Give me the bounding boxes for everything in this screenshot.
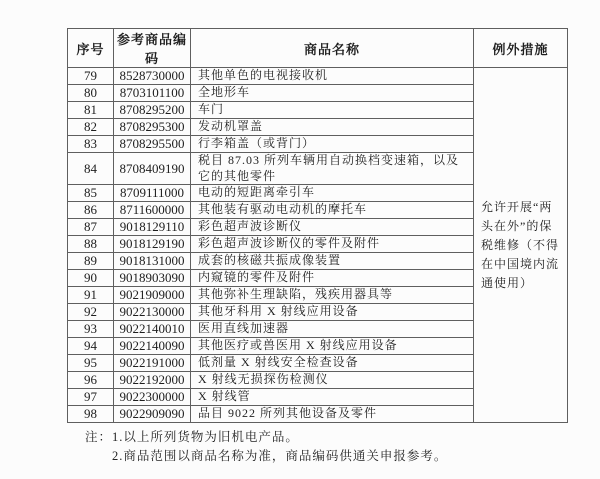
cell-seq: 82 <box>68 119 114 136</box>
table-header-row <box>68 29 568 68</box>
cell-seq: 93 <box>68 321 114 338</box>
cell-seq: 88 <box>68 236 114 253</box>
table-row <box>68 68 568 85</box>
cell-name: 彩色超声波诊断仪的零件及附件 <box>191 236 474 253</box>
cell-exception-measure: 允许开展“两头在外”的保税维修（不得在中国境内流通使用） <box>474 68 568 423</box>
cell-code: 8528730000 <box>114 68 191 85</box>
cell-name: 发动机罩盖 <box>191 119 474 136</box>
cell-code: 9018903090 <box>114 270 191 287</box>
col-header-code: 参考商品编码 <box>114 29 191 68</box>
cell-seq: 91 <box>68 287 114 304</box>
cell-name: 其他医疗或兽医用 X 射线应用设备 <box>191 338 474 355</box>
cell-code: 9022130000 <box>114 304 191 321</box>
cell-name: 电动的短距离牵引车 <box>191 185 474 202</box>
goods-table <box>67 28 568 423</box>
cell-name: 其他装有驱动电动机的摩托车 <box>191 202 474 219</box>
cell-seq: 86 <box>68 202 114 219</box>
cell-seq: 85 <box>68 185 114 202</box>
cell-name: 其他单色的电视接收机 <box>191 68 474 85</box>
cell-seq: 80 <box>68 85 114 102</box>
cell-code: 8709111000 <box>114 185 191 202</box>
footnotes <box>85 428 447 466</box>
cell-name: X 射线无损探伤检测仪 <box>191 372 474 389</box>
cell-name: 行李箱盖（或背门） <box>191 136 474 153</box>
cell-seq: 94 <box>68 338 114 355</box>
cell-seq: 98 <box>68 406 114 423</box>
cell-seq: 90 <box>68 270 114 287</box>
cell-name: 其他牙科用 X 射线应用设备 <box>191 304 474 321</box>
note-item-1: 1.以上所列货物为旧机电产品。 <box>112 430 299 444</box>
cell-code: 9018129190 <box>114 236 191 253</box>
cell-name: 成套的核磁共振成像装置 <box>191 253 474 270</box>
cell-name: 税目 87.03 所列车辆用自动换档变速箱，以及它的其他零件 <box>191 153 474 185</box>
cell-seq: 83 <box>68 136 114 153</box>
cell-code: 9022909090 <box>114 406 191 423</box>
cell-seq: 87 <box>68 219 114 236</box>
col-header-seq: 序号 <box>68 29 114 68</box>
cell-name: 品目 9022 所列其他设备及零件 <box>191 406 474 423</box>
cell-name: X 射线管 <box>191 389 474 406</box>
cell-seq: 89 <box>68 253 114 270</box>
cell-name: 其他弥补生理缺陷，残疾用器具等 <box>191 287 474 304</box>
cell-code: 8708295300 <box>114 119 191 136</box>
cell-code: 8708295500 <box>114 136 191 153</box>
col-header-exception: 例外措施 <box>474 29 568 68</box>
cell-seq: 96 <box>68 372 114 389</box>
col-header-name: 商品名称 <box>191 29 474 68</box>
cell-code: 8711600000 <box>114 202 191 219</box>
cell-code: 9022191000 <box>114 355 191 372</box>
cell-code: 9022140010 <box>114 321 191 338</box>
cell-code: 9022140090 <box>114 338 191 355</box>
cell-seq: 92 <box>68 304 114 321</box>
cell-seq: 95 <box>68 355 114 372</box>
cell-code: 9018129110 <box>114 219 191 236</box>
cell-name: 医用直线加速器 <box>191 321 474 338</box>
cell-code: 8708409190 <box>114 153 191 185</box>
cell-code: 8703101100 <box>114 85 191 102</box>
note-item-2: 2.商品范围以商品名称为准，商品编码供通关申报参考。 <box>112 449 448 463</box>
cell-name: 全地形车 <box>191 85 474 102</box>
cell-code: 9018131000 <box>114 253 191 270</box>
cell-code: 9021909000 <box>114 287 191 304</box>
cell-name: 彩色超声波诊断仪 <box>191 219 474 236</box>
cell-seq: 97 <box>68 389 114 406</box>
cell-code: 8708295200 <box>114 102 191 119</box>
cell-seq: 84 <box>68 153 114 185</box>
cell-name: 低剂量 X 射线安全检查设备 <box>191 355 474 372</box>
cell-code: 9022300000 <box>114 389 191 406</box>
cell-name: 车门 <box>191 102 474 119</box>
notes-label: 注： <box>85 430 113 444</box>
cell-code: 9022192000 <box>114 372 191 389</box>
cell-seq: 79 <box>68 68 114 85</box>
cell-name: 内窥镜的零件及附件 <box>191 270 474 287</box>
cell-seq: 81 <box>68 102 114 119</box>
